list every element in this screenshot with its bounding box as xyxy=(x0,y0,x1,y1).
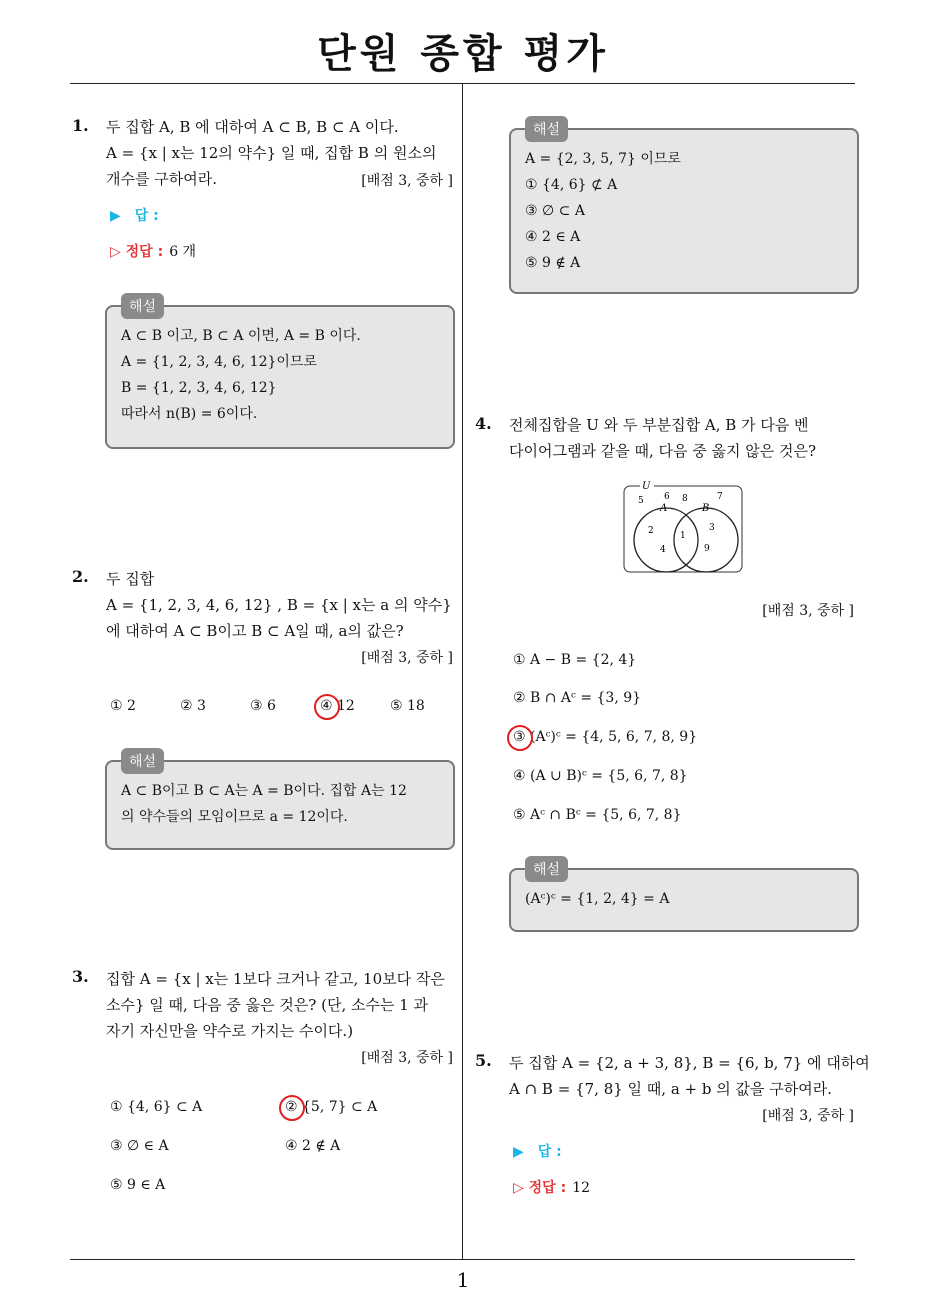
question-text xyxy=(106,966,445,1044)
score-label: [배점 3, 중하 ] xyxy=(361,173,453,189)
option-3[interactable]: ③ 6 xyxy=(250,698,276,714)
option-1[interactable]: ① {4, 6} ⊂ A xyxy=(110,1099,203,1115)
option-5[interactable]: ⑤ Aᶜ ∩ Bᶜ = {5, 6, 7, 8} xyxy=(513,807,682,823)
question-number: 5. xyxy=(475,1051,492,1070)
question-line: 다이어그램과 같을 때, 다음 중 옳지 않은 것은? xyxy=(509,442,817,460)
selected-answer-circle xyxy=(314,694,340,720)
outline-triangle-icon: ▷ xyxy=(513,1180,524,1196)
explanation-tag: 해설 xyxy=(121,293,164,319)
explanation-line: ④ 2 ∈ A xyxy=(525,229,581,245)
selected-answer-circle xyxy=(507,725,533,751)
explanation-line: (Aᶜ)ᶜ = {1, 2, 4} = A xyxy=(525,891,670,907)
explanation-box xyxy=(509,122,859,294)
option-1[interactable]: ① A − B = {2, 4} xyxy=(513,652,637,668)
question-line: A ∩ B = {7, 8} 일 때, a + b 의 값을 구하여라. xyxy=(509,1080,832,1098)
play-triangle-icon: ▶ xyxy=(110,208,121,224)
question-line: 두 집합 A = {2, a + 3, 8}, B = {6, b, 7} 에 대하여 xyxy=(509,1054,870,1072)
explanation-box xyxy=(105,754,455,850)
question-text xyxy=(106,566,452,644)
question-line: A = {1, 2, 3, 4, 6, 12} , B = {x | x는 a 의 약수} xyxy=(106,596,452,614)
option-5[interactable]: ⑤ 18 xyxy=(390,698,425,714)
question-number: 2. xyxy=(72,567,89,586)
explanation-line: ⑤ 9 ∉ A xyxy=(525,255,581,271)
explanation-line: A ⊂ B이고 B ⊂ A는 A = B이다. 집합 A는 12 xyxy=(121,783,407,799)
venn-element: 8 xyxy=(682,494,688,504)
explanation-line: A ⊂ B 이고, B ⊂ A 이면, A = B 이다. xyxy=(121,328,361,344)
question-line: 전체집합을 U 와 두 부분집합 A, B 가 다음 벤 xyxy=(509,416,809,434)
score-label: [배점 3, 중하 ] xyxy=(762,1108,854,1124)
option-2[interactable]: ② B ∩ Aᶜ = {3, 9} xyxy=(513,690,642,706)
correct-answer-row xyxy=(513,1177,590,1197)
score-label: [배점 3, 중하 ] xyxy=(361,650,453,666)
correct-answer-row xyxy=(110,241,196,261)
column-divider xyxy=(462,84,463,1259)
answer-row xyxy=(513,1141,562,1161)
option-3[interactable]: ③ (Aᶜ)ᶜ = {4, 5, 6, 7, 8, 9} xyxy=(513,729,698,745)
explanation-body xyxy=(121,778,407,830)
set-a-label: A xyxy=(660,503,668,514)
option-2[interactable]: ② {5, 7} ⊂ A xyxy=(285,1099,378,1115)
explanation-line: 따라서 n(B) = 6이다. xyxy=(121,406,258,422)
venn-element: 1 xyxy=(680,531,686,541)
explanation-body xyxy=(525,886,669,912)
venn-element: 6 xyxy=(664,492,670,502)
page-title: 단원 종합 평가 xyxy=(317,31,609,77)
answer-row xyxy=(110,205,159,225)
answer-label: 답 : xyxy=(537,1144,562,1160)
explanation-tag: 해설 xyxy=(525,116,568,142)
question-line: 두 집합 A, B 에 대하여 A ⊂ B, B ⊂ A 이다. xyxy=(106,118,399,136)
question-text xyxy=(509,412,816,464)
explanation-line: ③ ∅ ⊂ A xyxy=(525,203,585,219)
answer-label: 답 : xyxy=(134,208,159,224)
bottom-divider xyxy=(70,1259,855,1260)
question-number: 4. xyxy=(475,414,492,433)
question-line: 개수를 구하여라. xyxy=(106,170,217,188)
explanation-box xyxy=(509,862,859,932)
question-line: 에 대하여 A ⊂ B이고 B ⊂ A일 때, a의 값은? xyxy=(106,622,404,640)
correct-value: 6 개 xyxy=(169,244,197,260)
set-a-circle xyxy=(634,508,698,572)
score-label: [배점 3, 중하 ] xyxy=(762,603,854,619)
selected-answer-circle xyxy=(279,1095,305,1121)
score-label: [배점 3, 중하 ] xyxy=(361,1050,453,1066)
universal-label: U xyxy=(642,481,651,492)
explanation-line: B = {1, 2, 3, 4, 6, 12} xyxy=(121,380,277,396)
option-5[interactable]: ⑤ 9 ∈ A xyxy=(110,1177,166,1193)
option-4[interactable]: ④ 2 ∉ A xyxy=(285,1138,341,1154)
explanation-line: 의 약수들의 모임이므로 a = 12이다. xyxy=(121,809,348,825)
correct-label: 정답 : xyxy=(125,244,164,260)
option-3[interactable]: ③ ∅ ∈ A xyxy=(110,1138,169,1154)
question-line: 집합 A = {x | x는 1보다 크거나 같고, 10보다 작은 xyxy=(106,970,445,988)
explanation-tag: 해설 xyxy=(121,748,164,774)
venn-diagram xyxy=(622,478,746,576)
venn-element: 3 xyxy=(709,523,715,533)
option-4[interactable]: ④ (A ∪ B)ᶜ = {5, 6, 7, 8} xyxy=(513,768,688,784)
venn-element: 5 xyxy=(638,496,644,506)
option-4[interactable]: ④ 12 xyxy=(320,698,355,714)
set-b-label: B xyxy=(702,503,710,514)
explanation-line: A = {2, 3, 5, 7} 이므로 xyxy=(525,151,681,167)
play-triangle-icon: ▶ xyxy=(513,1144,524,1160)
correct-label: 정답 : xyxy=(528,1180,567,1196)
option-1[interactable]: ① 2 xyxy=(110,698,136,714)
question-line: 두 집합 xyxy=(106,570,155,588)
question-number: 1. xyxy=(72,116,89,135)
venn-element: 7 xyxy=(717,492,723,502)
option-2[interactable]: ② 3 xyxy=(180,698,206,714)
explanation-body xyxy=(525,146,681,276)
correct-value: 12 xyxy=(572,1180,591,1196)
question-text xyxy=(509,1050,870,1102)
question-line: A = {x | x는 12의 약수} 일 때, 집합 B 의 원소의 xyxy=(106,144,437,162)
venn-element: 9 xyxy=(704,544,710,554)
explanation-box xyxy=(105,299,455,449)
outline-triangle-icon: ▷ xyxy=(110,244,121,260)
explanation-line: ① {4, 6} ⊄ A xyxy=(525,177,618,193)
question-line: 소수} 일 때, 다음 중 옳은 것은? (단, 소수는 1 과 xyxy=(106,996,429,1014)
explanation-tag: 해설 xyxy=(525,856,568,882)
explanation-line: A = {1, 2, 3, 4, 6, 12}이므로 xyxy=(121,354,317,370)
venn-element: 4 xyxy=(660,545,666,555)
venn-element: 2 xyxy=(648,526,654,536)
question-number: 3. xyxy=(72,967,89,986)
question-line: 자기 자신만을 약수로 가지는 수이다.) xyxy=(106,1022,354,1040)
explanation-body xyxy=(121,323,361,427)
page-number: 1 xyxy=(456,1268,470,1292)
